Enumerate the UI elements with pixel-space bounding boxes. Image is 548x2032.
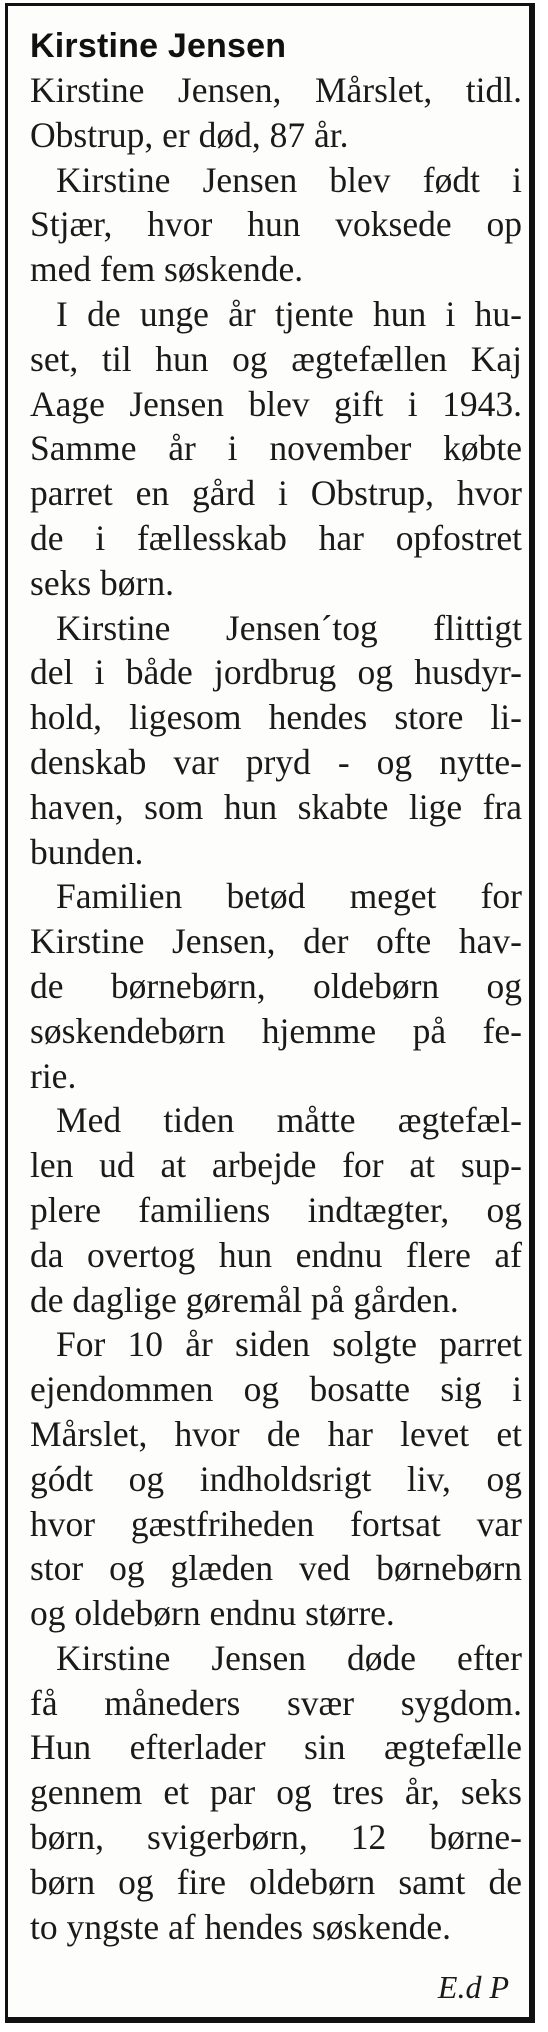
text-line: set, til hun og ægtefællen Kaj xyxy=(30,338,522,379)
text-line: Med tiden måtte ægtefæl- xyxy=(56,1100,522,1141)
text-line: de i fællesskab har opfostret xyxy=(30,517,522,558)
text-line: to yngste af hendes søskende. xyxy=(30,1906,451,1947)
paragraph xyxy=(30,158,522,292)
text-line: For 10 år siden solgte parret xyxy=(56,1324,522,1365)
text-line: med fem søskende. xyxy=(30,249,304,290)
paragraph xyxy=(30,1636,522,1950)
text-line: Kirstine Jensen blev født i xyxy=(56,159,522,200)
text-line: plere familiens indtægter, og xyxy=(30,1189,522,1230)
text-line: stor og glæden ved børnebørn xyxy=(30,1548,522,1589)
text-line: Aage Jensen blev gift i 1943. xyxy=(30,383,522,424)
text-line: gennem et par og tres år, seks xyxy=(30,1772,522,1813)
text-line: gódt og indholdsrigt liv, og xyxy=(30,1458,522,1499)
text-line: Mårslet, hvor de har levet et xyxy=(30,1413,522,1454)
text-line: seks børn. xyxy=(30,562,174,603)
text-line: Hun efterlader sin ægtefælle xyxy=(30,1727,522,1768)
text-line: børn og fire oldebørn samt de xyxy=(30,1861,522,1902)
text-line: søskendebørn hjemme på fe- xyxy=(30,1010,522,1051)
text-line: da overtog hun endnu flere af xyxy=(30,1234,522,1275)
obituary-headline: Kirstine Jensen xyxy=(30,27,287,65)
text-line: del i både jordbrug og husdyr- xyxy=(30,652,522,693)
text-line: hold, ligesom hendes store li- xyxy=(30,697,522,738)
paragraph xyxy=(30,606,522,875)
paragraph xyxy=(30,874,522,1098)
text-line: Obstrup, er død, 87 år. xyxy=(30,114,349,155)
paragraph xyxy=(30,68,522,158)
text-line: Stjær, hvor hun voksede op xyxy=(30,204,522,245)
text-line: Kirstine Jensen, Mårslet, tidl. xyxy=(30,70,522,110)
paragraph xyxy=(30,1322,522,1636)
text-line: børn, svigerbørn, 12 børne- xyxy=(30,1817,522,1858)
paragraph xyxy=(30,292,522,606)
obituary-body xyxy=(30,68,522,1949)
text-line: ejendommen og bosatte sig i xyxy=(30,1369,522,1410)
text-line: de børnebørn, oldebørn og xyxy=(30,965,522,1006)
text-line: Samme år i november købte xyxy=(30,428,522,469)
text-line: de daglige gøremål på gården. xyxy=(30,1279,459,1320)
text-line: hvor gæstfriheden fortsat var xyxy=(30,1503,522,1544)
paragraph xyxy=(30,1098,522,1322)
text-line: få måneders svær sygdom. xyxy=(30,1682,522,1723)
author-signature: E.d P xyxy=(437,1969,509,2005)
text-line: bunden. xyxy=(30,831,144,872)
text-line: rie. xyxy=(30,1055,77,1096)
newspaper-clipping xyxy=(5,3,535,2023)
text-line: Kirstine Jensen, der ofte hav- xyxy=(30,921,522,962)
text-line: parret en gård i Obstrup, hvor xyxy=(30,473,522,514)
text-line: len ud at arbejde for at sup- xyxy=(30,1145,522,1186)
text-line: haven, som hun skabte lige fra xyxy=(30,786,522,827)
text-line: Familien betød meget for xyxy=(56,876,522,917)
text-line: og oldebørn endnu større. xyxy=(30,1593,395,1634)
text-line: denskab var pryd - og nytte- xyxy=(30,741,522,782)
text-line: Kirstine Jensen´tog flittigt xyxy=(56,607,522,648)
text-line: I de unge år tjente hun i hu- xyxy=(56,293,522,334)
text-line: Kirstine Jensen døde efter xyxy=(56,1637,522,1678)
